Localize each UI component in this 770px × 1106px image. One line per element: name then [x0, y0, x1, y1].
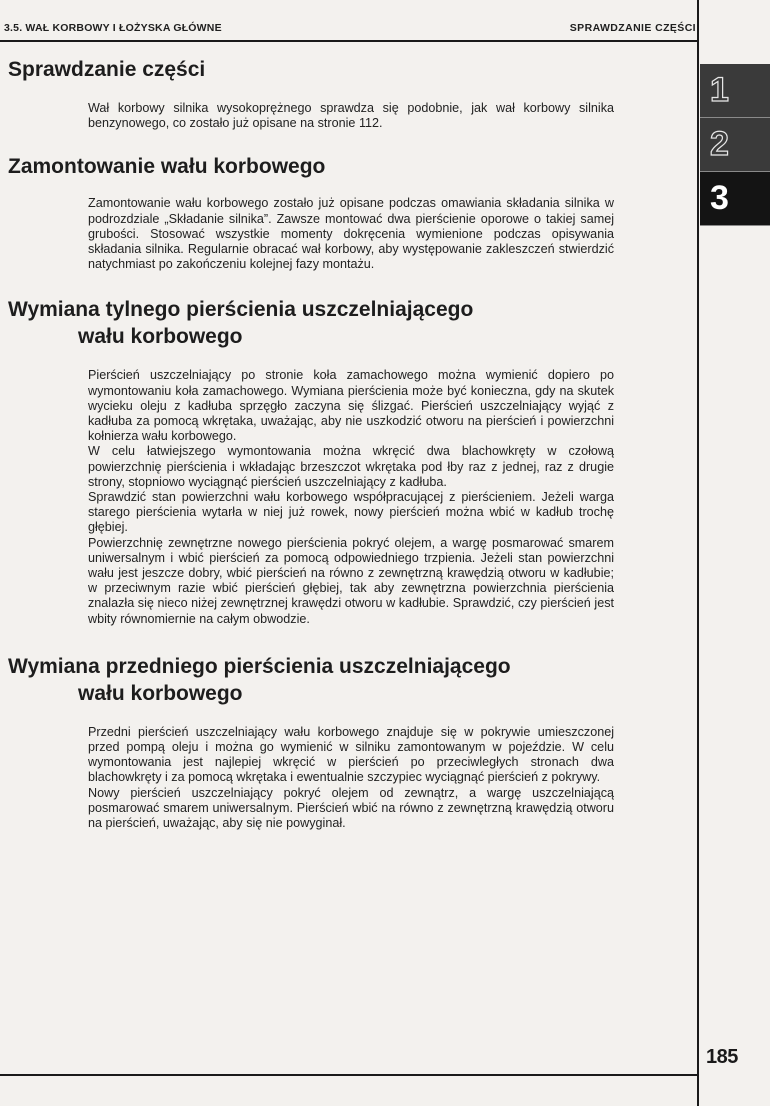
section-body-rear-seal — [8, 368, 614, 626]
section-title-rear-seal — [8, 296, 694, 350]
paragraph: Pierścień uszczelniający po stronie koła zamachowego można wymienić dopiero po wymontowaniu koła zamachowego. Wymiana pierścienia może być konieczna, gdy na skutek wycieku oleju z kadłuba sprzęgło zaczyna się ślizgać. Pierścień uszczelniający wyjąć z kadłuba za pomocą wkrętaka, uważając, aby nie uszkodzić otworu na pierścień i powierzchni kołnierza wału korbowego. — [88, 368, 614, 444]
chapter-tabs — [700, 64, 770, 226]
chapter-tab-2: 2 — [700, 118, 770, 172]
page-number: 185 — [706, 1046, 738, 1068]
section-title-crankshaft-install: Zamontowanie wału korbowego — [8, 155, 326, 179]
running-header — [4, 18, 696, 42]
paragraph: Powierzchnię zewnętrzne nowego pierścienia pokryć olejem, a wargę posmarować smarem uniwersalnym i wbić pierścień za pomocą odpowiedniego trzpienia. Jeżeli stan powierzchni wału jest jeszcze dobry, wbić pierścień na równo z zewnętrzną krawędzią otworu w kadłubie; w przeciwnym razie wbić pierścień głębiej, tak aby zewnętrzna powierzchnia pierścienia znalazła się nieco niżej zewnętrznej krawędzi otworu w kadłubie. Sprawdzić, czy pierścień jest wbity równomiernie na całym obwodzie. — [88, 535, 614, 626]
section-title-front-seal — [8, 653, 694, 707]
section-title-line: Wymiana przedniego pierścienia uszczelniającego — [8, 654, 511, 678]
paragraph: W celu łatwiejszego wymontowania można wkręcić dwa blachowkręty w czołową powierzchnię pierścienia i wkładając brzeszczot wkrętaka pod łby raz z jednej, raz z drugie strony, stopniowo wyciągnąć pierścień uszczelniający z kadłuba. — [88, 444, 614, 489]
paragraph: Sprawdzić stan powierzchni wału korbowego współpracującej z pierścieniem. Jeżeli warga starego pierścienia wytarła w niej już rowek, nowy pierścień można wbić w kadłub trochę głębiej. — [88, 490, 614, 535]
paragraph: Zamontowanie wału korbowego zostało już opisane podczas omawiania składania silnika w podrozdziale „Składanie silnika”. Zawsze montować dwa pierścienie oporowe o takiej samej grubości. Stosować wszystkie momenty dokręcenia wymienione podczas opisywania składania silnika. Regularnie obracać wał korbowy, aby występowanie zakleszczeń stwierdzić natychmiast po zakończeniu kolejnej fazy montażu. — [88, 196, 614, 272]
paragraph: Nowy pierścień uszczelniający pokryć olejem od zewnątrz, a wargę uszczelniającą posmarować smarem uniwersalnym. Pierścień wbić na równo z zewnętrzną krawędzią otworu na pierścień, uważając, aby się nie powyginał. — [88, 785, 614, 831]
margin-rule — [697, 0, 699, 1106]
section-title-line: wału korbowego — [78, 681, 243, 705]
section-title-line: wału korbowego — [78, 325, 243, 349]
chapter-tab-1: 1 — [700, 64, 770, 118]
header-section: SPRAWDZANIE CZĘŚCI — [569, 22, 696, 34]
section-body-front-seal — [8, 725, 614, 831]
page-content — [8, 46, 694, 831]
header-rule — [0, 40, 698, 42]
header-chapter: 3.5. WAŁ KORBOWY I ŁOŻYSKA GŁÓWNE — [4, 22, 222, 34]
section-title-line: Wymiana tylnego pierścienia uszczelniającego — [8, 298, 474, 322]
chapter-tab-3: 3 — [700, 172, 770, 226]
footer-rule — [0, 1074, 697, 1076]
section-title-inspection: Sprawdzanie części — [8, 58, 206, 81]
paragraph: Wał korbowy silnika wysokoprężnego sprawdza się podobnie, jak wał korbowy silnika benzynowego, co zostało już opisane na stronie 112. — [88, 101, 614, 131]
paragraph: Przedni pierścień uszczelniający wału korbowego znajduje się w pokrywie umieszczonej przed pompą oleju i można go wymienić w silniku zamontowanym w pojeździe. W celu wymontowania jest najlepiej wkręcić w pierścień po przeciwległych stronach dwa blachowkręty i za pomocą wkrętaka i ewentualnie szczypiec wyciągnąć pierścień z pokrywy. — [88, 724, 614, 785]
